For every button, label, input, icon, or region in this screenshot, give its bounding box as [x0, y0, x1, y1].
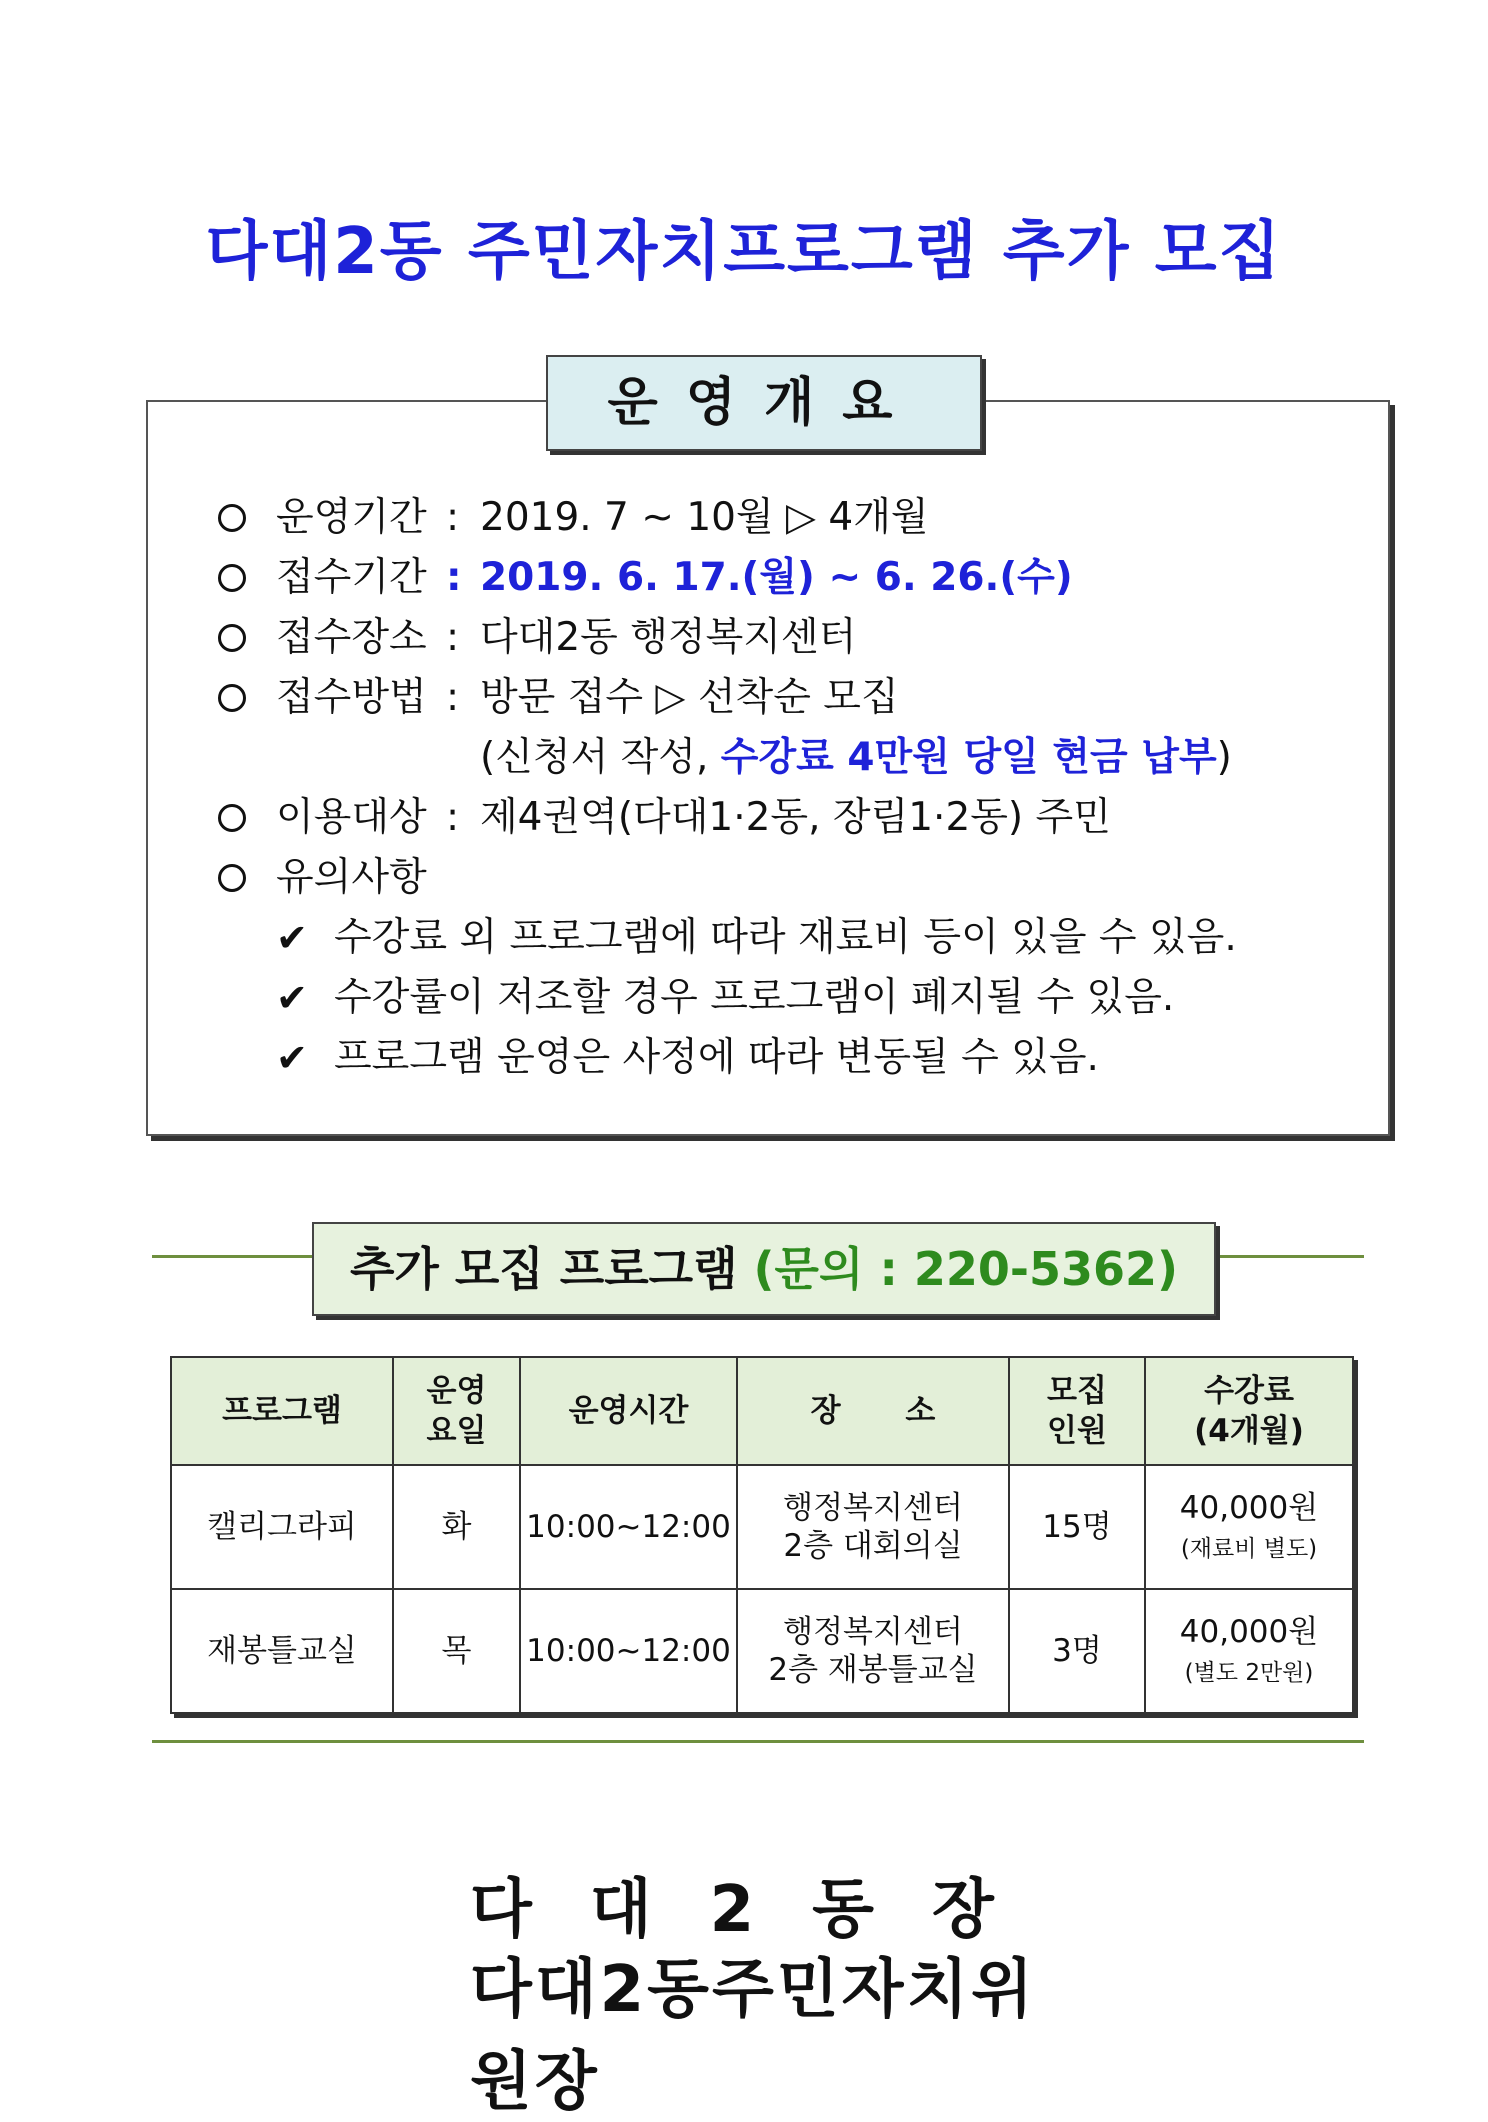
column-header: 수강료 (4개월) [1145, 1357, 1353, 1465]
circle-bullet-icon [218, 864, 246, 892]
program-time: 10:00~12:00 [520, 1465, 737, 1589]
checkmark-icon: ✔ [276, 976, 308, 1020]
column-header: 운영 요일 [393, 1357, 520, 1465]
circle-bullet-icon [218, 624, 246, 652]
item-period [218, 488, 1368, 548]
item-value: 2019. 6. 17.(월) ~ 6. 26.(수) [480, 555, 1073, 600]
item-value: 2019. 7 ~ 10월 ▷ 4개월 [480, 495, 929, 540]
item-label: 이용대상 [276, 795, 427, 840]
item-label: 접수장소 [276, 615, 427, 660]
program-count: 15명 [1009, 1465, 1145, 1589]
program-place: 행정복지센터 2층 재봉틀교실 [737, 1589, 1009, 1713]
item-label: 접수기간 [276, 555, 427, 600]
item-colon: : [446, 615, 460, 660]
program-fee: 40,000원 (재료비 별도) [1145, 1465, 1353, 1589]
note-text: 프로그램 운영은 사정에 따라 변동될 수 있음. [334, 1035, 1099, 1080]
note-text: 수강률이 저조할 경우 프로그램이 폐지될 수 있음. [334, 975, 1175, 1020]
checkmark-icon: ✔ [276, 1036, 308, 1080]
circle-bullet-icon [218, 504, 246, 532]
item-method-continuation [218, 728, 1368, 788]
item-colon: : [446, 675, 460, 720]
circle-bullet-icon [218, 804, 246, 832]
divider-line [152, 1255, 314, 1258]
item-label: 유의사항 [276, 855, 427, 900]
item-value: 제4권역(다대1·2동, 장림1·2동) 주민 [480, 795, 1111, 840]
item-colon: : [446, 795, 460, 840]
method-note-post: ) [1216, 735, 1232, 780]
item-value: 다대2동 행정복지센터 [480, 615, 857, 660]
note-item [218, 1028, 1368, 1088]
overview-header: 운영개요 [546, 355, 982, 451]
note-item [218, 968, 1368, 1028]
overview-list [218, 488, 1368, 1088]
table-header-row [171, 1357, 1353, 1465]
item-colon: : [446, 495, 460, 540]
method-note-highlight: 수강료 4만원 당일 현금 납부 [720, 735, 1217, 780]
checkmark-icon: ✔ [276, 916, 308, 960]
item-label: 운영기간 [276, 495, 427, 540]
program-place: 행정복지센터 2층 대회의실 [737, 1465, 1009, 1589]
program-fee: 40,000원 (별도 2만원) [1145, 1589, 1353, 1713]
method-note [480, 728, 1232, 788]
item-application-period [218, 548, 1368, 608]
item-label: 접수방법 [276, 675, 427, 720]
circle-bullet-icon [218, 564, 246, 592]
program-name: 캘리그라피 [171, 1465, 393, 1589]
table-row [171, 1465, 1353, 1589]
note-item [218, 908, 1368, 968]
program-table [170, 1356, 1354, 1714]
circle-bullet-icon [218, 684, 246, 712]
item-notes [218, 848, 1368, 908]
item-colon: : [446, 555, 462, 600]
program-header [312, 1222, 1216, 1316]
program-day: 목 [393, 1589, 520, 1713]
item-value: 방문 접수 ▷ 선착순 모집 [480, 675, 899, 720]
method-note-pre: (신청서 작성, [480, 735, 721, 780]
table-row [171, 1589, 1353, 1713]
item-method [218, 668, 1368, 728]
item-place [218, 608, 1368, 668]
divider-line [1212, 1255, 1364, 1258]
item-target [218, 788, 1368, 848]
program-contact: (문의 : 220-5362) [753, 1242, 1179, 1296]
signature-line-1: 다대2동장 [470, 1873, 1052, 1947]
column-header: 프로그램 [171, 1357, 393, 1465]
page-title: 다대2동 주민자치프로그램 추가 모집 [205, 215, 1283, 289]
program-name: 재봉틀교실 [171, 1589, 393, 1713]
program-day: 화 [393, 1465, 520, 1589]
column-header: 운영시간 [520, 1357, 737, 1465]
program-time: 10:00~12:00 [520, 1589, 737, 1713]
column-header: 장 소 [737, 1357, 1009, 1465]
divider-line [152, 1740, 1364, 1743]
column-header: 모집 인원 [1009, 1357, 1145, 1465]
program-count: 3명 [1009, 1589, 1145, 1713]
program-header-title: 추가 모집 프로그램 [349, 1242, 738, 1296]
signature-line-2: 다대2동주민자치위원장 [470, 1953, 1037, 2119]
note-text: 수강료 외 프로그램에 따라 재료비 등이 있을 수 있음. [334, 915, 1237, 960]
